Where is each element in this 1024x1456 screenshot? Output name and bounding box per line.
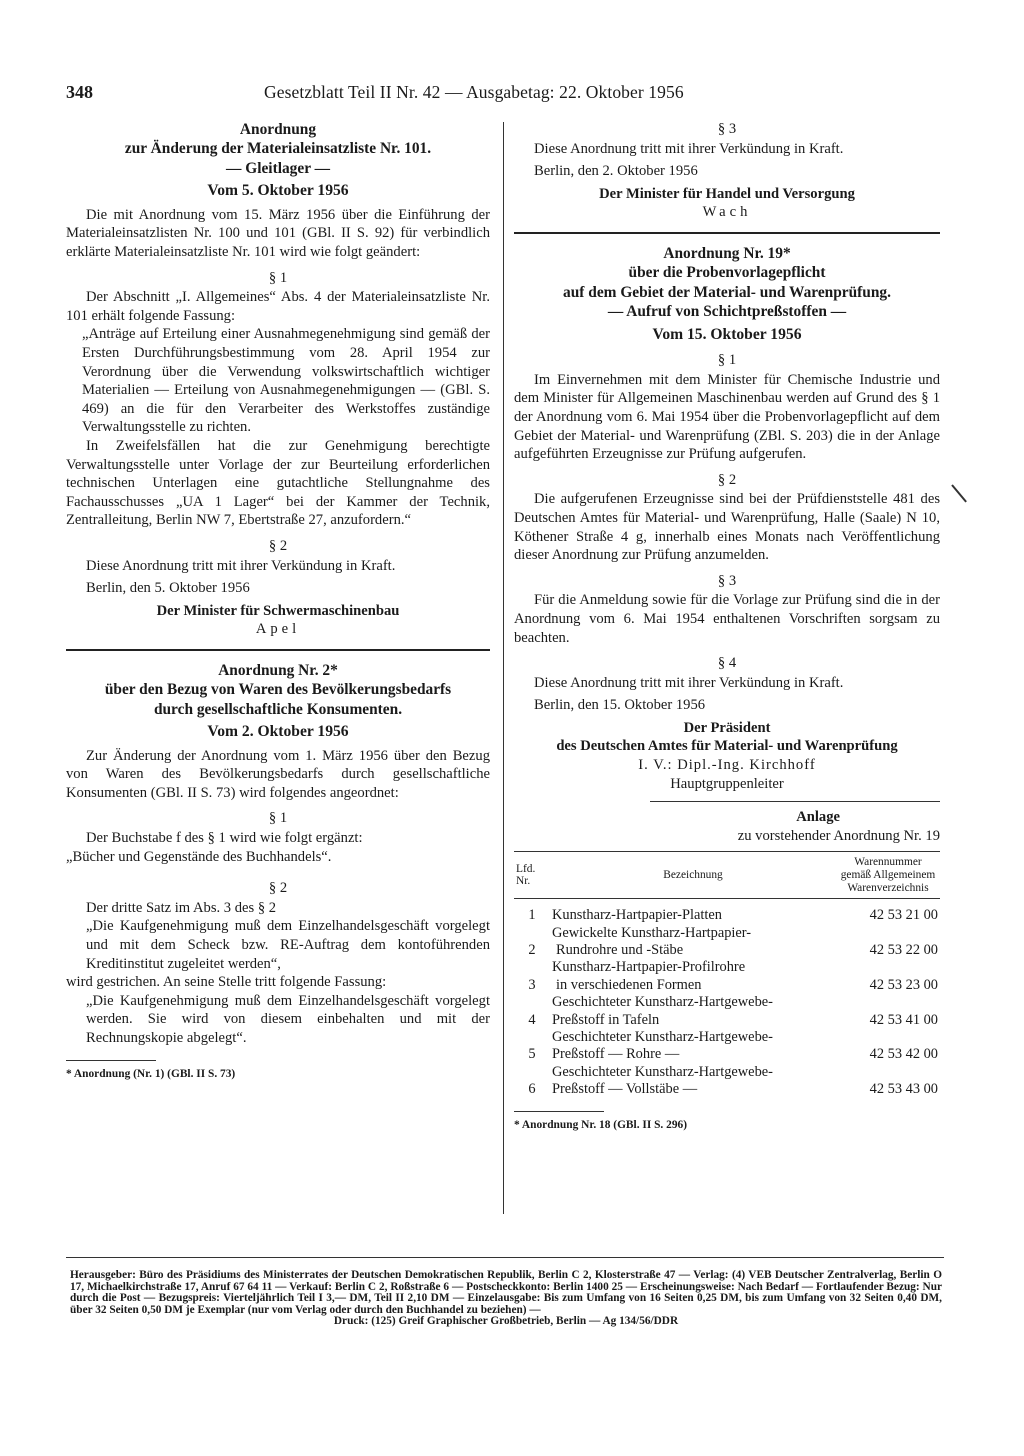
section-paragraph: wird gestrichen. An seine Stelle tritt folgende Fassung: [66,974,387,991]
ordinance-materialeinsatzliste [66,120,490,639]
section-heading: § 2 [717,471,737,488]
ordinance-date: Vom 5. Oktober 1956 [207,182,349,200]
row-warennummer: 42 53 22 00 [869,942,938,959]
description-line: Rundrohre und -Stäbe [556,942,684,959]
footnote-rule [66,1060,156,1061]
ordinance-title [66,661,490,719]
section-rule [514,232,940,234]
column-header-warennummer: Warennummer gemäß Allgemeinem Warenverzeichnis [836,852,940,899]
place-date: Berlin, den 15. Oktober 1956 [534,697,706,714]
row-warennummer: 42 53 41 00 [869,1011,938,1028]
description-line: Preßstoff in Tafeln [552,1011,660,1028]
row-description [550,959,836,994]
ordinance-bevoelkerungsbedarf [66,661,490,1083]
intro-paragraph: Die mit Anordnung vom 15. März 1956 über die Einführung der Materialeinsatzlisten Nr. 100 und 101 (GBl. II S. 92) für verbindlich erklärte Materialeinsatzliste Nr. 101 wird wie folgt geändert: [66,206,490,260]
section-paragraph: Diese Anordnung tritt mit ihrer Verkündung in Kraft. [534,140,844,157]
place-date: Berlin, den 2. Oktober 1956 [534,163,698,180]
table-row [514,994,940,1029]
imprint-druck: Druck: (125) Greif Graphischer Großbetrieb, Berlin — Ag 134/56/DDR [333,1315,679,1328]
title-line: — Gleitlager — [225,159,330,177]
section-heading: § 1 [268,269,288,286]
quoted-text: „Anträge auf Erteilung einer Ausnahmegenehmigung sind gemäß der Ersten Durchführungsbestimmung vom 28. April 1954 zur Verordnung über die Verwendung volkswirtschaftlich wichtiger Materialien — Erteilung von Ausnahmegenehmigungen — (GBl. S. 469) an die für den Verarbeiter des Werkstoffes zuständige Verwaltungsstelle zu richten. [82,326,490,436]
section-paragraph: Der Abschnitt „I. Allgemeines“ Abs. 4 der Materialeinsatzliste Nr. 101 erhält folgende Fassung: [66,289,490,324]
footnote: * Anordnung (Nr. 1) (GBl. II S. 73) [66,1067,236,1080]
anlage-subtitle: zu vorstehender Anordnung Nr. 19 [737,827,940,844]
quoted-text: „Die Kaufgenehmigung muß dem Einzelhandelsgeschäft vorgelegt werden. Sie wird von diesem einbehalten und mit der Rechnungskopie abgelegt“. [86,992,490,1046]
description-line: Geschichteter Kunstharz-Hartgewebe- [552,1029,773,1046]
description-line: Geschichteter Kunstharz-Hartgewebe- [552,994,773,1011]
signer-role: Hauptgruppenleiter [670,775,784,792]
row-number: 6 [528,1081,536,1098]
section-paragraph: Im Einvernehmen mit dem Minister für Chemische Industrie und dem Minister für Allgemeinen Maschinenbau werden auf Grund des § 1 der Anordnung vom 6. Mai 1954 über die Probenvorlagepflicht auf dem Gebiet der Material- und Warenprüfung (ZBl. S. 203) die in der Anlage aufgeführten Erzeugnisse zur Prüfung aufgerufen. [514,371,940,463]
section-heading: § 3 [717,121,737,137]
footnote-rule [514,1111,604,1112]
table-header-row [514,852,940,899]
page-header [66,82,946,108]
description-line: Preßstoff — Vollstäbe — [552,1081,698,1098]
ordinance-date: Vom 2. Oktober 1956 [207,723,349,741]
section-paragraph: Die aufgerufenen Erzeugnisse sind bei der Prüfdienststelle 481 des Deutschen Amtes für Material- und Warenprüfung, Halle (Saale) N 10, Köthener Straße 4 g, innerhalb eines Monats nach Veröffentlichung dieser Anordnung zur Prüfung anzumelden. [514,491,940,564]
row-warennummer: 42 53 21 00 [869,907,938,924]
row-warennummer: 42 53 42 00 [869,1046,938,1063]
imprint-rule [66,1257,944,1258]
column-header-nr: Lfd. Nr. [514,852,550,899]
section-paragraph: Diese Anordnung tritt mit ihrer Verkündung in Kraft. [534,674,844,691]
description-line: Gewickelte Kunstharz-Hartpapier- [552,924,752,941]
section-heading: § 3 [717,572,737,589]
quoted-text: „Bücher und Gegenstände des Buchhandels“. [66,848,332,865]
row-warennummer: 42 53 43 00 [869,1081,938,1098]
title-line: Anordnung Nr. 2* [218,661,338,679]
page-number: 348 [66,82,93,102]
description-line: Preßstoff — Rohre — [552,1046,680,1063]
signer-name: Wach [702,204,752,221]
section-rule [66,649,490,651]
section-heading: § 1 [268,810,288,827]
title-line: Anordnung Nr. 19* [663,244,791,262]
signer-name: Apel [255,621,301,638]
ordinance-title [66,120,490,178]
intro-paragraph: Zur Änderung der Anordnung vom 1. März 1956 über den Bezug von Waren des Bevölkerungsbedarfs durch gesellschaftliche Konsumenten (GBl. II S. 73) wird folgendes angeordnet: [66,747,490,801]
title-line: über den Bezug von Waren des Bevölkerungsbedarfs [104,681,452,699]
quoted-text: „Die Kaufgenehmigung muß dem Einzelhandelsgeschäft vorgelegt und mit dem Scheck bzw. RE-Auftrag dem kontoführenden Kreditinstitut zugeleitet werden“, [86,918,490,972]
anlage-title: Anlage [796,809,840,826]
column-divider [503,122,504,1214]
title-line: durch gesellschaftliche Konsumenten. [153,700,403,718]
footnote: * Anordnung Nr. 18 (GBl. II S. 296) [514,1118,688,1131]
ordinance-title [514,244,940,322]
row-number: 5 [528,1046,536,1063]
section-heading: § 2 [268,880,288,897]
description-line: in verschiedenen Formen [556,976,702,993]
ordinance-date: Vom 15. Oktober 1956 [652,325,802,343]
section-heading: § 1 [717,352,737,369]
signer-title: des Deutschen Amtes für Material- und Warenprüfung [556,738,898,755]
title-line: über die Probenvorlagepflicht [628,264,826,282]
description-line: Kunstharz-Hartpapier-Profilrohre [552,959,746,976]
signer-title: Der Minister für Schwermaschinenbau [156,602,400,619]
section-paragraph: Für die Anmeldung sowie für die Vorlage zur Prüfung sind die in der Anordnung vom 6. Mai 1954 enthaltenen Vorschriften sorgsam zu beachten. [514,592,940,646]
row-number: 3 [528,976,536,993]
section-paragraph: Diese Anordnung tritt mit ihrer Verkündung in Kraft. [86,557,396,574]
row-number: 1 [528,907,536,924]
row-number: 4 [528,1011,536,1028]
signer-title: Der Präsident [683,719,771,736]
description-line: Geschichteter Kunstharz-Hartgewebe- [552,1063,773,1080]
section-paragraph: Der Buchstabe f des § 1 wird wie folgt ergänzt: [86,830,363,847]
row-description [550,925,836,960]
running-title: Gesetzblatt Teil II Nr. 42 — Ausgabetag: 22. Oktober 1956 [264,82,684,102]
anlage-table [514,851,940,1098]
signer-name: I. V.: Dipl.-Ing. Kirchhoff [638,757,816,774]
section-heading: § 4 [717,655,737,672]
description-line: Kunstharz-Hartpapier-Platten [552,907,722,924]
row-number: 2 [528,942,536,959]
column-header-bezeichnung: Bezeichnung [550,852,836,899]
table-row [514,1029,940,1064]
row-description [550,994,836,1029]
title-line: auf dem Gebiet der Material- und Warenprüfung. [563,283,891,301]
table-row [514,959,940,994]
table-row [514,899,940,925]
quoted-text: In Zweifelsfällen hat die zur Genehmigung berechtigte Verwaltungsstelle unter Vorlage der zur Beurteilung erforderlichen technischen Unterlagen eine gutachtliche Stellungnahme des Fachausschusses „UA 1 Lager“ bei der Kammer der Technik, Zentralleitung, Berlin NW 7, Ebertstraße 27, anzufordern.“ [66,437,490,529]
spacer [66,866,490,872]
row-description [550,899,836,925]
row-description [550,1029,836,1064]
signer-title: Der Minister für Handel und Versorgung [599,185,855,202]
table-row [514,925,940,960]
place-date: Berlin, den 5. Oktober 1956 [86,580,250,597]
margin-pencil-mark [951,484,967,502]
anlage-rule [650,801,940,802]
row-description [550,1064,836,1099]
ordinance-probenvorlagepflicht [514,244,940,793]
row-warennummer: 42 53 23 00 [869,976,938,993]
title-line: — Aufruf von Schichtpreßstoffen — [607,303,847,321]
right-column [514,120,940,1134]
imprint-text: Herausgeber: Büro des Präsidiums des Ministerrates der Deutschen Demokratischen Republik, Berlin C 2, Klosterstraße 47 — Verlag: (4) VEB Deutscher Zentralverlag, Berlin O 17, Michaelkirchstraße 17, Anruf 67 64 11 — Verkauf: Berlin C 2, Roßstraße 6 — Postscheckkonto: Berlin 1400 25 — Erscheinungsweise: Nach Bedarf — Fortlaufender Bezug: Nur durch die Post — Bezugspreis: Vierteljährlich Teil I 3,— DM, Teil II 2,10 DM — Einzelausgabe: Bis zum Umfang von 16 Seiten 0,25 DM, bis zum Umfang von 32 Seiten 0,40 DM, über 32 Seiten 0,50 DM je Exemplar (nur vom Verlag oder durch den Buchhandel zu beziehen) — [70,1269,942,1316]
imprint [70,1270,942,1328]
left-column [66,120,490,1083]
table-row [514,1064,940,1099]
section-heading: § 2 [268,537,288,554]
title-line: zur Änderung der Materialeinsatzliste Nr. 101. [124,140,432,158]
section-paragraph: Der dritte Satz im Abs. 3 des § 2 [86,899,277,916]
ordinance-continuation [514,120,940,222]
title-line: Anordnung [239,121,317,138]
